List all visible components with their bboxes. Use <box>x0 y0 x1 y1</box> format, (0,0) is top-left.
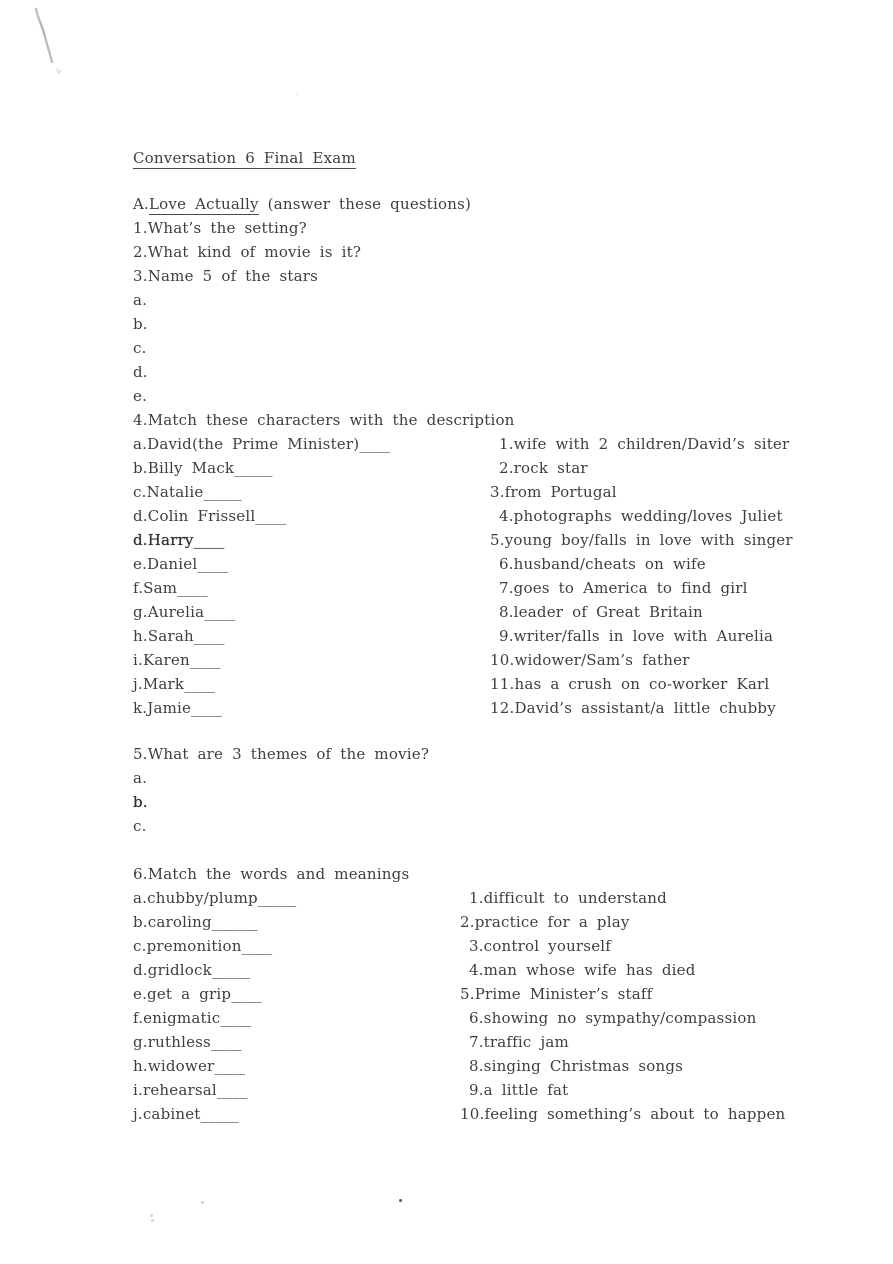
q6-word: i.rehearsal____ <box>133 1081 248 1099</box>
q6-match-row <box>133 1102 785 1126</box>
movie-title: Love Actually <box>149 195 259 213</box>
question-6-label: 6.Match the words and meanings <box>133 865 410 883</box>
q6-meaning: 9.a little fat <box>460 1081 569 1099</box>
q4-character: b.Billy Mack_____ <box>133 459 273 477</box>
q4-description: 12.David’s assistant/a little chubby <box>490 699 776 717</box>
q6-word: a.chubby/plump_____ <box>133 889 297 907</box>
q4-match-row <box>133 672 793 696</box>
q6-word: j.cabinet_____ <box>133 1105 240 1123</box>
question-4-label: 4.Match these characters with the description <box>133 411 515 429</box>
q6-match-row <box>133 1030 785 1054</box>
q6-match-row <box>133 886 785 910</box>
section-a <box>133 192 515 432</box>
q4-character: d.Harry____ <box>133 531 225 549</box>
q6-meaning: 1.difficult to understand <box>460 889 667 907</box>
q4-character: j.Mark____ <box>133 675 215 693</box>
q6-match-row <box>133 1054 785 1078</box>
q4-description: 5.young boy/falls in love with singer <box>490 531 793 549</box>
question-1: 1.What’s the setting? <box>133 219 307 237</box>
q4-match-row <box>133 528 793 552</box>
q6-meaning: 7.traffic jam <box>460 1033 569 1051</box>
scan-speckle <box>201 1201 204 1204</box>
q6-match-row <box>133 910 785 934</box>
answer-blank-b: b. <box>133 315 148 333</box>
q4-character: k.Jamie____ <box>133 699 222 717</box>
q4-description: 7.goes to America to find girl <box>490 579 748 597</box>
q6-meaning: 8.singing Christmas songs <box>460 1057 684 1075</box>
section-a-letter: A. <box>133 195 150 213</box>
answer-blank-a: a. <box>133 769 148 787</box>
exam-title <box>133 146 356 170</box>
question-2: 2.What kind of movie is it? <box>133 243 362 261</box>
q4-character: d.Colin Frissell____ <box>133 507 287 525</box>
section-a-header <box>133 192 515 216</box>
q4-match-row <box>133 456 793 480</box>
q4-match-row <box>133 552 793 576</box>
q4-match-row <box>133 576 793 600</box>
answer-blank-c: c. <box>133 339 147 357</box>
answer-blank-d: d. <box>133 363 148 381</box>
q4-character: g.Aurelia____ <box>133 603 236 621</box>
q4-match-row <box>133 696 793 720</box>
q4-character: f.Sam____ <box>133 579 209 597</box>
q6-match-row <box>133 1078 785 1102</box>
q6-word: h.widower____ <box>133 1057 246 1075</box>
q6-match-row <box>133 982 785 1006</box>
q6-meaning: 10.feeling something’s about to happen <box>460 1105 786 1123</box>
q4-character: i.Karen____ <box>133 651 221 669</box>
q4-match-row <box>133 600 793 624</box>
q4-match-row <box>133 432 793 456</box>
q4-match-row <box>133 480 793 504</box>
q6-match-row <box>133 1006 785 1030</box>
q6-meaning: 5.Prime Minister’s staff <box>460 985 653 1003</box>
scan-speckle <box>150 1214 153 1217</box>
question-5-label: 5.What are 3 themes of the movie? <box>133 745 430 763</box>
q4-character: h.Sarah____ <box>133 627 225 645</box>
q4-description: 4.photographs wedding/loves Juliet <box>490 507 783 525</box>
q4-match-row <box>133 624 793 648</box>
q6-word: g.ruthless____ <box>133 1033 242 1051</box>
q4-match-row <box>133 504 793 528</box>
q4-match-row <box>133 648 793 672</box>
scan-scratch-artifact <box>0 0 120 120</box>
q4-character: a.David(the Prime Minister)____ <box>133 435 391 453</box>
q6-meaning: 2.practice for a play <box>460 913 630 931</box>
q6-match-row <box>133 958 785 982</box>
question-3: 3.Name 5 of the stars <box>133 267 318 285</box>
exam-title-text: Conversation 6 Final Exam <box>133 149 356 167</box>
answer-blank-a: a. <box>133 291 148 309</box>
q6-word: d.gridlock_____ <box>133 961 251 979</box>
q4-description: 8.leader of Great Britain <box>490 603 703 621</box>
q4-description: 1.wife with 2 children/David’s siter <box>490 435 790 453</box>
q6-meaning: 4.man whose wife has died <box>460 961 696 979</box>
answer-blank-b: b. <box>133 793 148 811</box>
q4-description: 2.rock star <box>490 459 588 477</box>
q6-word: f.enigmatic____ <box>133 1009 252 1027</box>
q6-meaning: 3.control yourself <box>460 937 612 955</box>
q4-description: 11.has a crush on co-worker Karl <box>490 675 770 693</box>
q6-word: b.caroling______ <box>133 913 258 931</box>
q4-character: e.Daniel____ <box>133 555 229 573</box>
q6-meaning: 6.showing no sympathy/compassion <box>460 1009 757 1027</box>
q6-match-row <box>133 934 785 958</box>
section-a-instruction: (answer these questions) <box>258 195 472 213</box>
scan-speckle <box>399 1199 402 1202</box>
question-6-matching <box>133 886 785 1126</box>
q4-description: 3.from Portugal <box>490 483 617 501</box>
question-5 <box>133 742 429 838</box>
q4-description: 6.husband/cheats on wife <box>490 555 706 573</box>
answer-blank-e: e. <box>133 387 148 405</box>
answer-blank-c: c. <box>133 817 147 835</box>
q6-word: e.get a grip____ <box>133 985 263 1003</box>
q4-character: c.Natalie_____ <box>133 483 242 501</box>
q6-word: c.premonition____ <box>133 937 273 955</box>
question-4-matching <box>133 432 793 720</box>
q4-description: 9.writer/falls in love with Aurelia <box>490 627 774 645</box>
scan-speckle <box>296 93 298 95</box>
scan-speckle <box>151 1219 154 1222</box>
q4-description: 10.widower/Sam’s father <box>490 651 690 669</box>
